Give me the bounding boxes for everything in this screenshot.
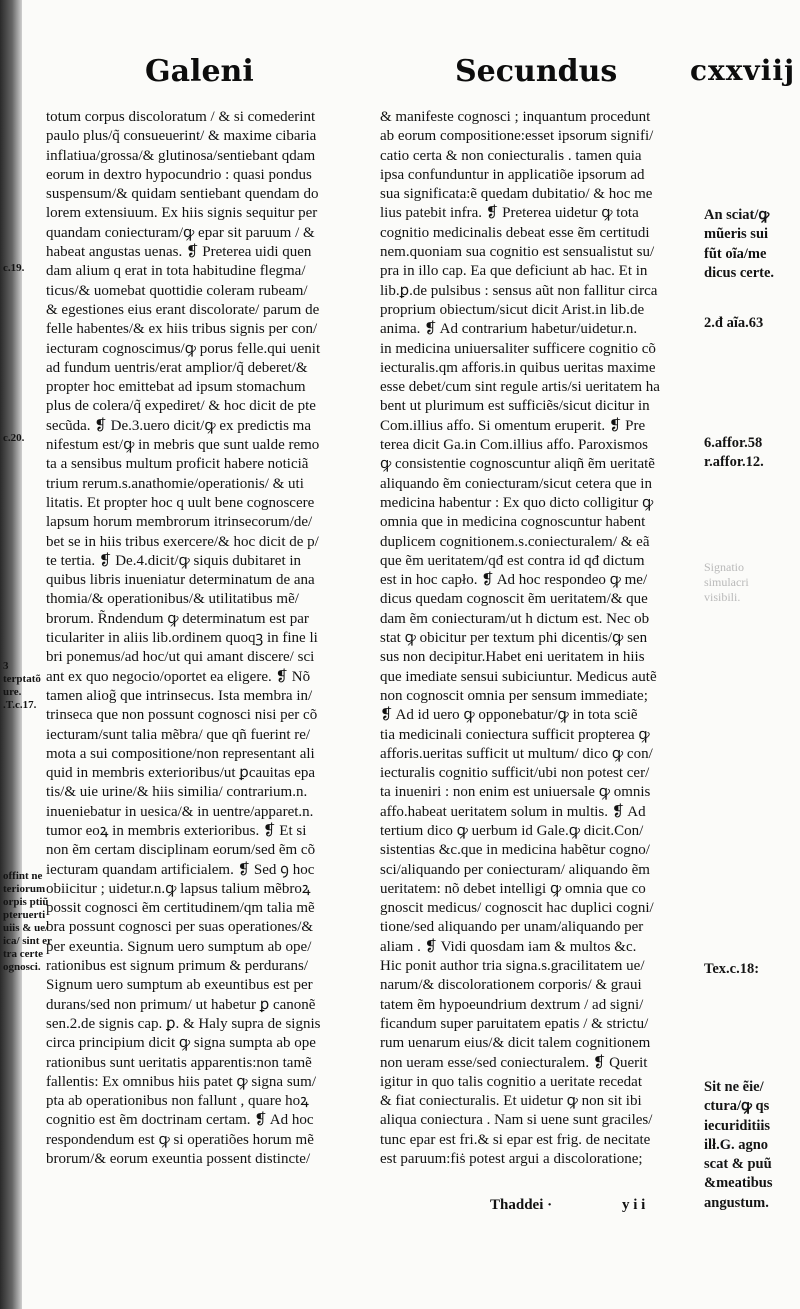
- text-line: paulo plus/q̃ consueuerint/ & maxime cibaria: [46, 128, 317, 145]
- text-line: non ueram esse/sed coniecturalem. ❡ Querit: [380, 1054, 648, 1071]
- text-line: aliqua coniectura . Nam si uene sunt graciles/: [380, 1112, 653, 1129]
- text-line: te tertia. ❡ De.4.dicit/ꝙ siquis dubitaret in: [46, 552, 302, 569]
- text-line: bra possunt cognosci per suas operationes/&: [46, 919, 314, 936]
- text-line: litatis. Et propter hoc q uult bene cognoscere: [46, 494, 315, 511]
- margin-line: Tex.c.18:: [704, 961, 760, 977]
- text-line: nem.quoniam sua cognitio est sensualistut su/: [380, 244, 655, 261]
- text-line: terea dicit Ga.in Com.illius affo. Paroxismos: [380, 437, 649, 454]
- text-line: rationibus sunt ueritatis apparentis:non tamẽ: [46, 1054, 312, 1071]
- margin-note-anima-ref: [704, 314, 796, 333]
- margin-line: ctura/ꝙ qs: [704, 1098, 770, 1115]
- text-line: ipsa confunduntur in applicatiõe ipsorum ad: [380, 166, 645, 183]
- text-line: dicus quedam cognoscit ẽm ueritatem/& que: [380, 591, 648, 608]
- margin-note-sit-ne: [704, 1078, 796, 1213]
- margin-line: &meatibus: [704, 1175, 773, 1192]
- text-line: sen.2.de signis cap. ꝑ. & Haly supra de signis: [46, 1015, 321, 1032]
- text-line: est paruum:fiṡ potest argui a discoloratione;: [380, 1151, 643, 1168]
- margin-line: visibili.: [704, 590, 741, 604]
- margin-line: c.20.: [3, 432, 25, 444]
- text-line: eorum in dextro hypocundrio : quasi pondus: [46, 166, 312, 183]
- margin-note-affor-refs: [704, 434, 796, 473]
- text-line: anima. ❡ Ad contrarium habetur/uidetur.n.: [380, 321, 638, 338]
- text-line: ta a sensibus multum proficit habere noticiã: [46, 456, 309, 473]
- text-line: tia medicinali coniectura sufficit propterea ꝙ: [380, 726, 650, 743]
- margin-line: iecuriditiis: [704, 1117, 771, 1134]
- text-line: pra in illo cap. Ea que deficiunt ab hac. Et in: [380, 263, 648, 280]
- text-line: fallentis: Ex omnibus hiis patet ꝙ signa sum/: [46, 1073, 316, 1090]
- text-line: mota a sui compositione/non representant ali: [46, 745, 315, 762]
- margin-line: terptatõ: [3, 673, 41, 685]
- text-line: bet se in hiis tribus exercere/& hoc dicit de p/: [46, 533, 319, 550]
- text-line: iecturalis cognitio sufficit/ubi non potest cer/: [380, 765, 650, 782]
- text-line: dam alium q erat in tota habitudine flegma/: [46, 263, 306, 280]
- margin-line: ognosci.: [3, 961, 41, 973]
- text-line: iecturalis.qm afforis.in quibus ueritas maxime: [380, 359, 656, 376]
- margin-line: uiis & ue/: [3, 922, 49, 934]
- margin-note-sciat: [704, 206, 796, 283]
- text-line: narum/& discolorationem corporis/ & graui: [380, 977, 642, 994]
- text-line: lorem extensiuum. Ex hiis signis sequitur per: [46, 205, 318, 222]
- text-line: brorum/& eorum exeuntia possent distincte/: [46, 1151, 311, 1168]
- text-line: afforis.ueritas sufficit ut multum/ dico ꝙ con/: [380, 745, 653, 762]
- margin-line: c.19.: [3, 262, 25, 274]
- margin-line: 6.affor.58: [704, 435, 763, 451]
- text-line: lius patebit infra. ❡ Preterea uidetur ꝙ tota: [380, 205, 639, 222]
- margin-line: ure.: [3, 686, 22, 698]
- text-line: lib.ꝑ.de pulsibus : sensus aũt non fallitur circa: [380, 282, 658, 299]
- text-line: totum corpus discoloratum / & si comederint: [46, 109, 316, 125]
- text-line: sistentias &c.que in medicina habẽtur cogno/: [380, 842, 650, 859]
- text-line: ticulariter in aliis lib.ordinem quoqꝫ in fine li: [46, 630, 318, 647]
- margin-line: angustum.: [704, 1194, 769, 1211]
- text-line: quandam coniecturam/ꝙ epar sit paruum / &: [46, 224, 315, 241]
- running-head-left: Galeni: [145, 54, 254, 89]
- text-line: tione/sed aliquando per unam/aliquando per: [380, 919, 644, 936]
- text-line: gnoscit medicus/ cognoscit hac duplici cogni/: [380, 900, 654, 917]
- text-line: medicina habentur : Ex quo dicto colligitur ꝙ: [380, 494, 654, 511]
- text-line: est in hoc capło. ❡ Ad hoc respondeo ꝙ me/: [380, 572, 648, 589]
- text-line: obiicitur ; uidetur.n.ꝙ lapsus talium mẽbroꝝ: [46, 880, 311, 897]
- text-line: sus non decipitur.Habet eni ueritatem in hiis: [380, 649, 645, 666]
- left-margin-ref-4: [3, 870, 52, 974]
- text-line: ta inueniri : non enim est uniuersale ꝙ omnis: [380, 784, 651, 801]
- text-line: habeat angustas uenas. ❡ Preterea uidi quen: [46, 244, 312, 261]
- text-line: inflatiua/grossa/& glutinosa/sentiebant qdam: [46, 147, 316, 164]
- margin-line: mũeris sui: [704, 226, 769, 243]
- margin-line: dicus certe.: [704, 264, 775, 281]
- text-line: Hic ponit author tria signa.s.gracilitatem ue/: [380, 958, 645, 975]
- text-line: ficandum super paruitatem epatis / & strictu/: [380, 1015, 649, 1032]
- text-line: ab eorum compositione:esset ipsorum signifi/: [380, 128, 654, 145]
- margin-line: tra certe: [3, 948, 43, 960]
- text-line: felle habentes/& ex hiis tribus signis per con/: [46, 321, 318, 338]
- text-line: que imediate sensui subiciuntur. Medicus autẽ: [380, 668, 657, 685]
- text-line: catio certa & non coniecturalis . tamen quia: [380, 147, 642, 164]
- text-line: cognitio medicinalis debeat esse ẽm certitudi: [380, 224, 650, 241]
- text-line: respondendum est ꝙ si operatiões horum mẽ: [46, 1131, 314, 1148]
- text-line: tatem ẽm hypoeundrium dextrum / ad signi/: [380, 996, 644, 1013]
- text-line: rum uenarum eius/& dicit talem cognitionem: [380, 1035, 651, 1052]
- margin-line: simulacri: [704, 575, 749, 589]
- text-line: in medicina uniuersaliter sufficere cognitio cõ: [380, 340, 656, 357]
- text-line: ticus/& uomebat quottidie coleram rubeam/: [46, 282, 308, 299]
- margin-line: Sit ne ẽie/: [704, 1079, 764, 1095]
- left-margin-ref-2: [3, 432, 45, 445]
- text-line: lapsum horum membrorum itrinsecorum/de/: [46, 514, 313, 531]
- text-line: non ẽm certam disciplinam eorum/sed ẽm cõ: [46, 842, 316, 859]
- text-line: proprium obiectum/sicut dicit Arist.in lib.de: [380, 301, 645, 318]
- margin-line: r.affor.12.: [704, 454, 764, 471]
- right-text-column: [380, 108, 702, 1169]
- text-line: durans/sed non primum/ ut habetur ꝑ canonẽ: [46, 996, 316, 1013]
- text-line: tumor eoꝝ in membris exterioribus. ❡ Et si: [46, 822, 307, 839]
- margin-line: orpis ptiũ: [3, 896, 49, 908]
- text-line: esse debet/cum sint regule artis/si ueritatem ha: [380, 379, 660, 396]
- text-line: non cognoscit omnia per sensum immediate;: [380, 687, 648, 704]
- catchword: Thaddei ·: [490, 1197, 553, 1213]
- text-line: dam ẽm coniecturam/ut h dictum est. Nec ob: [380, 610, 650, 627]
- text-line: pta ab operationibus non fallunt , quare hoꝝ: [46, 1093, 309, 1110]
- text-line: & egestiones eius erant discolorate/ parum de: [46, 301, 320, 318]
- text-line: tertium dico ꝙ uerbum id Gale.ꝙ dicit.Con/: [380, 822, 644, 839]
- margin-line: 2.đ aĩa.63: [704, 315, 764, 331]
- text-line: suspensum/& quidam sentiebant quendam do: [46, 186, 319, 203]
- text-line: aliquando ẽm coniecturam/sicut cetera que in: [380, 475, 652, 492]
- text-line: inueniebatur in uesica/& in uentre/apparet.n.: [46, 803, 314, 820]
- text-line: ꝙ consistentie cognoscuntur aliqñ ẽm ueritatẽ: [380, 456, 655, 473]
- text-line: Com.illius affo. Si omentum eruperit. ❡ Pre: [380, 417, 646, 434]
- text-line: secũda. ❡ De.3.uero dicit/ꝙ ex predictis ma: [46, 417, 311, 434]
- text-line: cognitio est ẽm doctrinam certam. ❡ Ad hoc: [46, 1112, 314, 1129]
- signature-mark: y i i: [622, 1197, 646, 1213]
- running-head-middle: Secundus: [455, 54, 618, 89]
- margin-note-textus-ref: [704, 960, 796, 979]
- text-line: brorum. R̃ndendum ꝙ determinatum est par: [46, 610, 309, 627]
- text-line: bri ponemus/ad hoc/ut qui amant discere/ sci: [46, 649, 315, 666]
- text-line: nifestum est/ꝙ in mebris que sunt ualde remo: [46, 437, 320, 454]
- text-line: tis/& uie urine/& hiis similia/ contrarium.n.: [46, 784, 308, 801]
- text-line: thomia/& operationibus/& utilitatibus mẽ/: [46, 591, 299, 608]
- margin-bleedthrough: [704, 560, 796, 605]
- margin-line: ica/ sint er: [3, 935, 52, 947]
- margin-line: .T.c.17.: [3, 699, 37, 711]
- margin-line: ilł.G. agno: [704, 1136, 769, 1153]
- text-line: bent ut plurimum est sufficiẽs/sicut dicitur in: [380, 398, 650, 415]
- page-binding-shadow: [0, 0, 22, 1309]
- text-line: plus de colera/q̃ expediret/ & hoc dicit de pte: [46, 398, 316, 415]
- text-line: ueritatem: nõ debet intelligi ꝙ omnia que co: [380, 880, 646, 897]
- text-line: omnia que in medicina cognoscuntur habent: [380, 514, 646, 531]
- text-line: circa principium dicit ꝙ signa sumpta ab ope: [46, 1035, 316, 1052]
- text-line: rationibus est signum primum & perdurans/: [46, 958, 309, 975]
- text-line: & manifeste cognosci ; inquantum procedunt: [380, 109, 651, 125]
- margin-line: An sciat/ꝙ: [704, 207, 770, 223]
- text-line: ant ex quo negocio/oportet ea eligere. ❡ Nõ: [46, 668, 311, 685]
- margin-line: teriorum: [3, 883, 46, 895]
- margin-line: Signatio: [704, 560, 745, 574]
- text-line: propter hoc emittebat ad ipsum stomachum: [46, 379, 306, 396]
- margin-line: fũt oĩa/me: [704, 245, 767, 262]
- text-line: ❡ Ad id uero ꝙ opponebatur/ꝙ in tota sciẽ: [380, 707, 638, 724]
- text-line: Signum uero sumptum ab exeuntibus est per: [46, 977, 313, 994]
- text-line: que ẽm ueritatem/qđ est contra id qđ dictum: [380, 552, 645, 569]
- text-line: iecturam quandam artificialem. ❡ Sed ꝯ hoc: [46, 861, 315, 878]
- text-line: sua significata:ẽ quedam dubitatio/ & hoc me: [380, 186, 653, 203]
- folio-number: cxxviij: [690, 54, 796, 87]
- text-line: tunc epar est fri.& si epar est frig. de necitate: [380, 1131, 651, 1148]
- text-line: & fiat coniecturalis. Et uidetur ꝙ non sit ibi: [380, 1093, 642, 1110]
- text-line: tamen aliog̃ que intrinsecus. Ista membra in/: [46, 687, 313, 704]
- text-line: sci/aliquando per coniecturam/ aliquando ẽm: [380, 861, 650, 878]
- text-line: iecturam/sunt talia mẽbra/ que qñ fuerint re/: [46, 726, 311, 743]
- left-margin-ref-3: [3, 660, 45, 712]
- text-line: aliam . ❡ Vidi quosdam iam & multos &c.: [380, 938, 637, 955]
- margin-line: 3: [3, 660, 9, 672]
- left-margin-ref-1: [3, 262, 45, 275]
- margin-line: scat & puũ: [704, 1156, 772, 1173]
- text-line: stat ꝙ obicitur per textum phi dicentis/ꝙ sen: [380, 630, 648, 647]
- text-line: ad fundum uentris/erat amplior/q̃ deberet/&: [46, 359, 308, 376]
- margin-line: offint ne: [3, 870, 43, 882]
- text-line: trium rerum.s.anathomie/operationis/ & uti: [46, 475, 304, 492]
- text-line: duplicem cognitionem.s.coniecturalem/ & eã: [380, 533, 650, 550]
- text-line: quibus libris inueniatur determinatum de ana: [46, 572, 315, 589]
- margin-line: pteruerti: [3, 909, 46, 921]
- text-line: igitur in quo talis cognitio a ueritate recedat: [380, 1073, 642, 1090]
- left-text-column: [46, 108, 368, 1169]
- text-line: iecturam cognoscimus/ꝙ porus felle.qui uenit: [46, 340, 321, 357]
- text-line: quid in membris exterioribus/ut ꝑcauitas epa: [46, 765, 316, 782]
- text-line: trinseca que non possunt cognosci nisi per cõ: [46, 707, 318, 724]
- text-line: per exeuntia. Signum uero sumptum ab ope/: [46, 938, 312, 955]
- text-line: possit cognosci ẽm certitudinem/qm talia mẽ: [46, 900, 315, 917]
- text-line: affo.habeat ueritatem solum in multis. ❡ Ad: [380, 803, 646, 820]
